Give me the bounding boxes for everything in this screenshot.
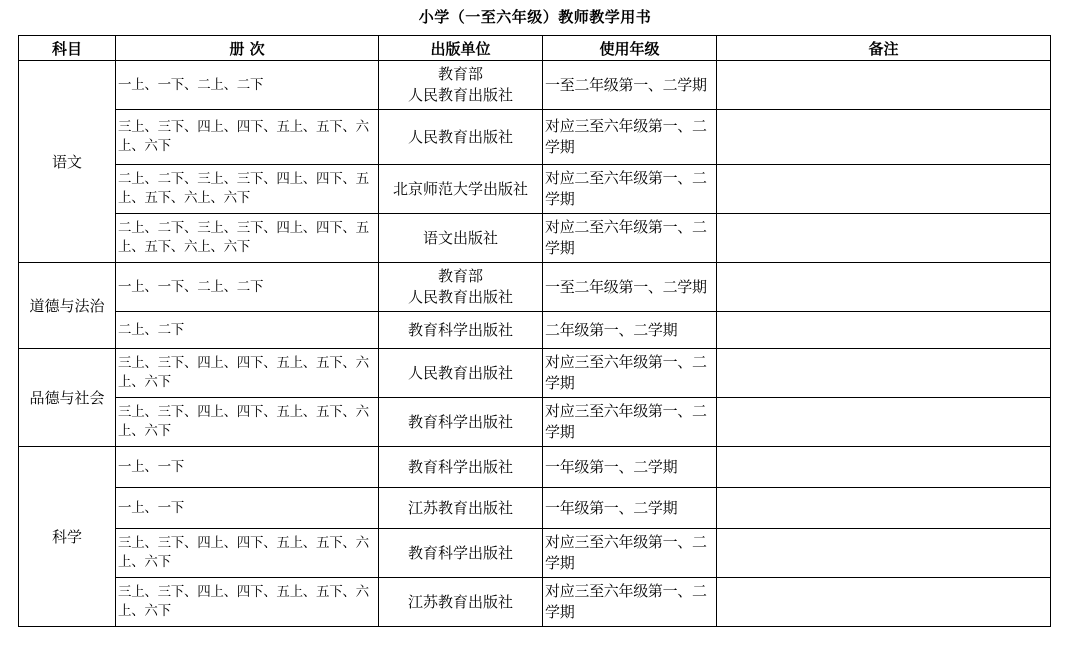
table-row <box>19 61 1051 110</box>
header-grade: 使用年级 <box>543 36 717 61</box>
publisher-cell <box>379 349 543 398</box>
table-row <box>19 312 1051 349</box>
publisher-cell <box>379 578 543 627</box>
publisher-line: 教育科学出版社 <box>407 412 513 431</box>
table-row <box>19 110 1051 165</box>
publisher-line: 北京师范大学出版社 <box>392 179 528 198</box>
grade-cell: 对应三至六年级第一、二学期 <box>543 529 717 578</box>
publisher-line: 语文出版社 <box>422 228 498 247</box>
subject-cell: 语文 <box>19 61 116 263</box>
publisher-cell <box>379 312 543 349</box>
subject-cell: 科学 <box>19 447 116 627</box>
table-row <box>19 488 1051 529</box>
publisher-cell <box>379 398 543 447</box>
table-row <box>19 447 1051 488</box>
table-row <box>19 349 1051 398</box>
publisher-line: 教育部 <box>437 267 483 285</box>
grade-cell: 对应三至六年级第一、二学期 <box>543 110 717 165</box>
remark-cell <box>717 263 1051 312</box>
remark-cell <box>717 61 1051 110</box>
publisher-line: 人民教育出版社 <box>407 363 513 382</box>
remark-cell <box>717 349 1051 398</box>
table-row <box>19 214 1051 263</box>
grade-cell: 一至二年级第一、二学期 <box>543 61 717 110</box>
publisher-line: 人民教育出版社 <box>407 127 513 146</box>
volumes-cell: 三上、三下、四上、四下、五上、五下、六上、六下 <box>116 578 379 627</box>
remark-cell <box>717 214 1051 263</box>
grade-cell: 二年级第一、二学期 <box>543 312 717 349</box>
grade-cell: 对应三至六年级第一、二学期 <box>543 349 717 398</box>
subject-cell: 品德与社会 <box>19 349 116 447</box>
header-volumes: 册 次 <box>116 36 379 61</box>
remark-cell <box>717 578 1051 627</box>
volumes-cell: 三上、三下、四上、四下、五上、五下、六上、六下 <box>116 529 379 578</box>
publisher-line: 教育部 <box>437 65 483 83</box>
publisher-line: 教育科学出版社 <box>407 457 513 476</box>
publisher-cell <box>379 165 543 214</box>
remark-cell <box>717 488 1051 529</box>
remark-cell <box>717 165 1051 214</box>
subject-cell: 道德与法治 <box>19 263 116 349</box>
publisher-line: 教育科学出版社 <box>407 320 513 339</box>
remark-cell <box>717 110 1051 165</box>
grade-cell: 对应二至六年级第一、二学期 <box>543 165 717 214</box>
publisher-line: 江苏教育出版社 <box>407 592 513 611</box>
header-remark: 备注 <box>717 36 1051 61</box>
grade-cell: 对应三至六年级第一、二学期 <box>543 578 717 627</box>
publisher-line: 江苏教育出版社 <box>407 498 513 517</box>
volumes-cell: 二上、二下 <box>116 312 379 349</box>
publisher-line: 人民教育出版社 <box>407 288 513 306</box>
table-row <box>19 165 1051 214</box>
grade-cell: 对应二至六年级第一、二学期 <box>543 214 717 263</box>
grade-cell: 一至二年级第一、二学期 <box>543 263 717 312</box>
volumes-cell: 一上、一下、二上、二下 <box>116 61 379 110</box>
table-row <box>19 529 1051 578</box>
table-row <box>19 578 1051 627</box>
volumes-cell: 三上、三下、四上、四下、五上、五下、六上、六下 <box>116 349 379 398</box>
grade-cell: 一年级第一、二学期 <box>543 488 717 529</box>
publisher-cell <box>379 447 543 488</box>
table-row <box>19 263 1051 312</box>
publisher-line: 人民教育出版社 <box>407 86 513 104</box>
volumes-cell: 一上、一下、二上、二下 <box>116 263 379 312</box>
header-publisher: 出版单位 <box>379 36 543 61</box>
publisher-cell <box>379 110 543 165</box>
remark-cell <box>717 312 1051 349</box>
table-row <box>19 398 1051 447</box>
volumes-cell: 二上、二下、三上、三下、四上、四下、五上、五下、六上、六下 <box>116 214 379 263</box>
header-subject: 科目 <box>19 36 116 61</box>
grade-cell: 对应三至六年级第一、二学期 <box>543 398 717 447</box>
volumes-cell: 三上、三下、四上、四下、五上、五下、六上、六下 <box>116 110 379 165</box>
publisher-cell <box>379 529 543 578</box>
publisher-cell <box>379 214 543 263</box>
volumes-cell: 三上、三下、四上、四下、五上、五下、六上、六下 <box>116 398 379 447</box>
publisher-cell <box>379 263 543 312</box>
volumes-cell: 一上、一下 <box>116 447 379 488</box>
publisher-cell <box>379 488 543 529</box>
volumes-cell: 二上、二下、三上、三下、四上、四下、五上、五下、六上、六下 <box>116 165 379 214</box>
remark-cell <box>717 529 1051 578</box>
teacher-books-table <box>18 35 1051 627</box>
document-title: 小学（一至六年级）教师教学用书 <box>418 8 652 26</box>
remark-cell <box>717 398 1051 447</box>
publisher-line: 教育科学出版社 <box>407 543 513 562</box>
grade-cell: 一年级第一、二学期 <box>543 447 717 488</box>
publisher-cell <box>379 61 543 110</box>
volumes-cell: 一上、一下 <box>116 488 379 529</box>
remark-cell <box>717 447 1051 488</box>
header-row <box>19 36 1051 61</box>
